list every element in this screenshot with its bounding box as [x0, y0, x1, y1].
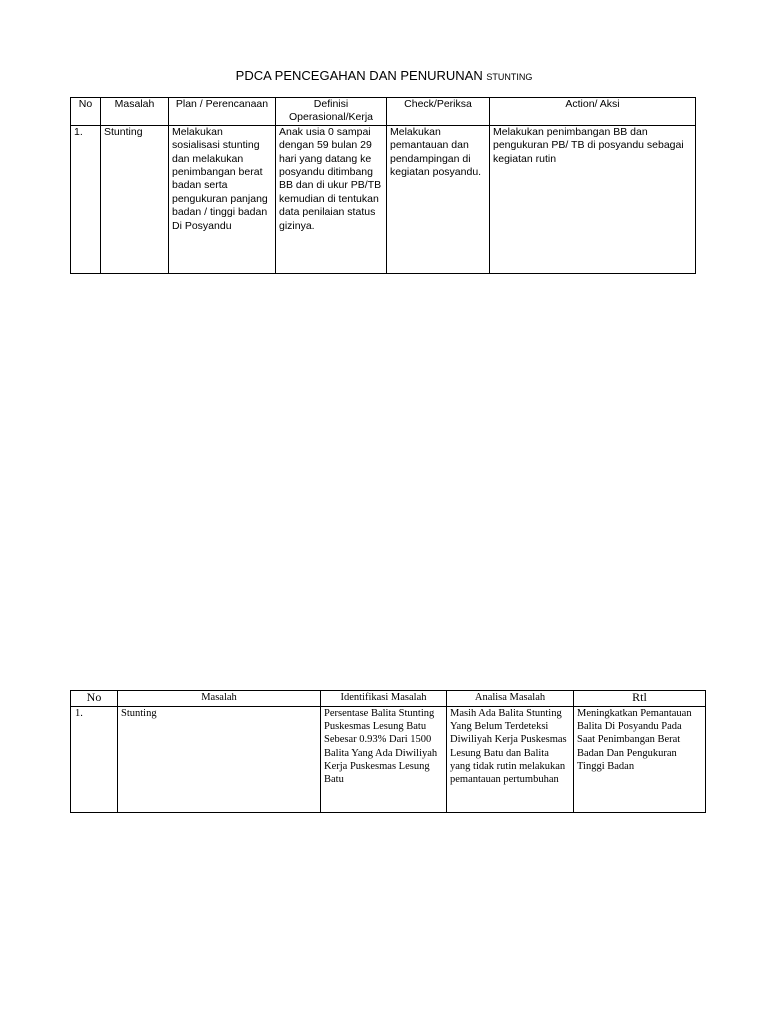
header-plan: Plan / Perencanaan [169, 98, 276, 126]
cell-analisa: Masih Ada Balita Stunting Yang Belum Terdeteksi Diwiliyah Kerja Puskesmas Lesung Batu dan Balita yang tidak rutin melakukan pemantauan pertumbuhan [447, 707, 574, 813]
header-no: No [71, 98, 101, 126]
pdca-table [70, 97, 696, 274]
header-identifikasi: Identifikasi Masalah [321, 691, 447, 707]
cell-plan: Melakukan sosialisasi stunting dan melakukan penimbangan berat badan serta pengukuran panjang badan / tinggi badan Di Posyandu [169, 125, 276, 273]
header-definisi: Definisi Operasional/Kerja [276, 98, 387, 126]
cell-masalah: Stunting [101, 125, 169, 273]
header-masalah: Masalah [118, 691, 321, 707]
cell-no: 1. [71, 707, 118, 813]
cell-masalah: Stunting [118, 707, 321, 813]
document-title [0, 68, 768, 85]
analysis-table [70, 690, 706, 813]
cell-definisi: Anak usia 0 sampai dengan 59 bulan 29 hari yang datang ke posyandu ditimbang BB dan di ukur PB/TB kemudian di tentukan data penilaian status gizinya. [276, 125, 387, 273]
table-row [71, 125, 696, 273]
header-no: No [71, 691, 118, 707]
table-header-row [71, 691, 706, 707]
header-analisa: Analisa Masalah [447, 691, 574, 707]
cell-identifikasi: Persentase Balita Stunting Puskesmas Lesung Batu Sebesar 0.93% Dari 1500 Balita Yang Ada Diwiliyah Kerja Puskesmas Lesung Batu [321, 707, 447, 813]
cell-rtl: Meningkatkan Pemantauan Balita Di Posyandu Pada Saat Penimbangan Berat Badan Dan Pengukuran Tinggi Badan [574, 707, 706, 813]
header-action: Action/ Aksi [490, 98, 696, 126]
cell-check: Melakukan pemantauan dan pendampingan di kegiatan posyandu. [387, 125, 490, 273]
cell-action: Melakukan penimbangan BB dan pengukuran PB/ TB di posyandu sebagai kegiatan rutin [490, 125, 696, 273]
title-suffix: STUNTING [486, 72, 533, 82]
title-main: PDCA PENCEGAHAN DAN PENURUNAN [235, 68, 483, 83]
cell-no: 1. [71, 125, 101, 273]
table-header-row [71, 98, 696, 126]
header-check: Check/Periksa [387, 98, 490, 126]
header-masalah: Masalah [101, 98, 169, 126]
table-row [71, 707, 706, 813]
header-rtl: Rtl [574, 691, 706, 707]
